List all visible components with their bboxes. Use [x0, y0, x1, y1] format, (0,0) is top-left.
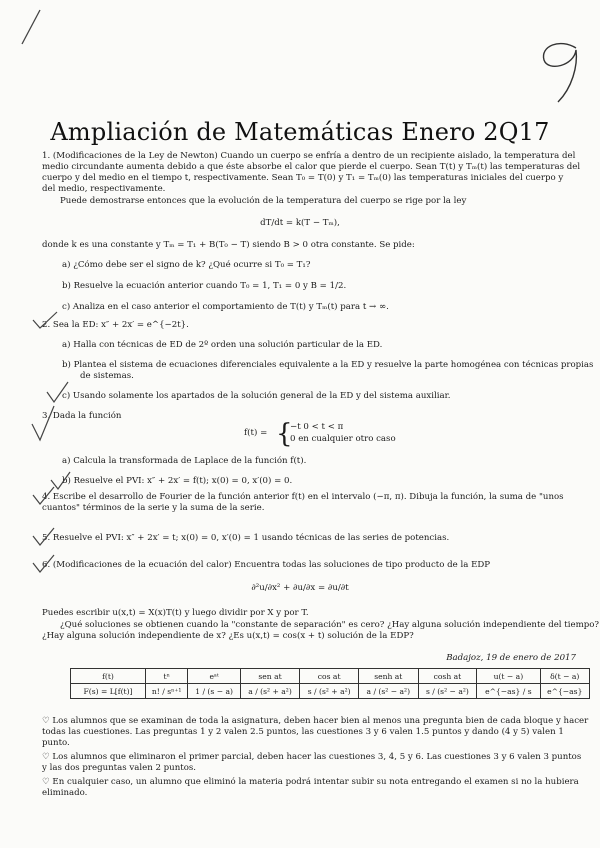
- p5-line1: 5. Resuelve el PVI: x″ + 2x′ = t; x(0) = 0, x′(0) = 1 usando técnicas de las series de potencias.: [42, 533, 450, 543]
- note1-line3: punto.: [42, 738, 70, 748]
- grade-text: 9: [530, 36, 531, 37]
- p3-lhs: f(t) =: [244, 428, 268, 438]
- table-cell: eᵃᵗ: [188, 669, 240, 684]
- p2-item-b1: b) Plantea el sistema de ecuaciones diferenciales equivalente a la ED y resuelve la parte homogénea con técnicas propias: [62, 360, 594, 370]
- table-cell: tⁿ: [146, 669, 188, 684]
- exam-date: Badajoz, 19 de enero de 2017: [446, 653, 576, 663]
- p1-line5: Puede demostrarse entonces que la evolución de la temperatura del cuerpo se rige por la ley: [60, 196, 467, 206]
- p3-line1: 3. Dada la función: [42, 411, 122, 421]
- p6-equation: ∂²u/∂x² + ∂u/∂x = ∂u/∂t: [251, 583, 349, 593]
- p4-line1: 4. Escribe el desarrollo de Fourier de la función anterior f(t) en el intervalo (−π, π). Dibuja la función, la suma de "unos: [42, 492, 564, 502]
- p2-line1: 2. Sea la ED: x″ + 2x′ = e^{−2t}.: [42, 320, 189, 330]
- table-cell: 1 / (s − a): [188, 684, 240, 699]
- note1-line2: todas las cuestiones. Las preguntas 1 y 2 valen 2.5 puntos, las cuestiones 3 y 6 valen 1.5 puntos y dando (4 y 5) valen 1: [42, 727, 564, 737]
- checkmark-icon: [30, 485, 56, 507]
- table-cell: s / (s² − a²): [418, 684, 477, 699]
- checkmark-icon: [30, 310, 60, 332]
- p4-line2: cuantos" términos de la serie y la suma de la serie.: [42, 503, 265, 513]
- pen-stroke-mark: [18, 8, 48, 48]
- table-cell: s / (s² + a²): [300, 684, 359, 699]
- p6-line1: 6. (Modificaciones de la ecuación del calor) Encuentra todas las soluciones de tipo producto de la EDP: [42, 560, 491, 570]
- table-cell: a / (s² + a²): [240, 684, 300, 699]
- checkmark-icon: [28, 404, 56, 444]
- p6-line3: ¿Qué soluciones se obtienen cuando la "constante de separación" es cero? ¿Hay alguna solución independiente del tiempo?: [60, 620, 600, 630]
- piecewise-brace: {: [276, 419, 293, 449]
- checkmark-icon: [30, 526, 56, 548]
- p1-line2: medio circundante aumenta debido a que éste absorbe el calor que pierde el cuerpo. Sean T(t) y Tₘ(t) las temperaturas del: [42, 162, 581, 172]
- table-row: [71, 684, 590, 699]
- p1-line6: donde k es una constante y Tₘ = T₁ + B(T₀ − T) siendo B > 0 otra constante. Se pide:: [42, 240, 415, 250]
- p1-item-a: a) ¿Cómo debe ser el signo de k? ¿Qué ocurre si T₀ = T₁?: [62, 260, 311, 270]
- p6-line4: ¿Hay alguna solución independiente de x? ¿Es u(x,t) = cos(x + t) solución de la EDP?: [42, 631, 414, 641]
- p3-item-a: a) Calcula la transformada de Laplace de la función f(t).: [62, 456, 307, 466]
- p1-equation: dT/dt = k(T − Tₘ),: [260, 218, 340, 228]
- p2-item-b2: de sistemas.: [80, 371, 134, 381]
- note3-line1: ♡ En cualquier caso, un alumno que eliminó la materia podrá intentar subir su nota entregando el examen si no la hubiera: [42, 777, 579, 787]
- checkmark-icon: [30, 553, 56, 575]
- p1-line1: 1. (Modificaciones de la Ley de Newton) Cuando un cuerpo se enfría a dentro de un recipiente aislado, la temperatura del: [42, 151, 576, 161]
- p1-line4: del medio, respectivamente.: [42, 184, 166, 194]
- table-cell: senh at: [359, 669, 419, 684]
- table-cell: a / (s² − a²): [359, 684, 419, 699]
- table-cell: f(t): [71, 669, 146, 684]
- note3-line2: eliminado.: [42, 788, 88, 798]
- p2-item-c: c) Usando solamente los apartados de la solución general de la ED y del sistema auxiliar.: [62, 391, 451, 401]
- p2-item-a: a) Halla con técnicas de ED de 2º orden una solución particular de la ED.: [62, 340, 383, 350]
- handwritten-grade-9: [530, 36, 590, 106]
- table-cell: e^{−as} / s: [477, 684, 540, 699]
- p6-line2: Puedes escribir u(x,t) = X(x)T(t) y luego dividir por X y por T.: [42, 608, 309, 618]
- checkmark-icon: [44, 380, 70, 406]
- p3-item-b: b) Resuelve el PVI: x″ + 2x′ = f(t); x(0) = 0, x′(0) = 0.: [62, 476, 293, 486]
- table-cell: sen at: [240, 669, 300, 684]
- p3-case1: −t 0 < t < π: [290, 422, 344, 432]
- laplace-table: [70, 668, 590, 699]
- table-cell: cosh at: [418, 669, 477, 684]
- page-title: Ampliación de Matemáticas Enero 2Q17: [50, 118, 550, 146]
- table-cell: F(s) = L[f(t)]: [71, 684, 146, 699]
- table-cell: δ(t − a): [540, 669, 590, 684]
- table-cell: cos at: [300, 669, 359, 684]
- note2-line1: ♡ Los alumnos que eliminaron el primer parcial, deben hacer las cuestiones 3, 4, 5 y 6. Las cuestiones 3 y 6 valen 3 puntos: [42, 752, 582, 762]
- table-row: [71, 669, 590, 684]
- p1-item-b: b) Resuelve la ecuación anterior cuando T₀ = 1, T₁ = 0 y B = 1/2.: [62, 281, 347, 291]
- p3-case2: 0 en cualquier otro caso: [290, 434, 396, 444]
- table-cell: n! / sⁿ⁺¹: [146, 684, 188, 699]
- p1-line3: cuerpo y del medio en el tiempo t, respectivamente. Sean T₀ = T(0) y T₁ = Tₘ(0) las temperaturas iniciales del cuerpo y: [42, 173, 564, 183]
- table-cell: u(t − a): [477, 669, 540, 684]
- note2-line2: y las dos preguntas valen 2 puntos.: [42, 763, 197, 773]
- table-cell: e^{−as}: [540, 684, 590, 699]
- note1-line1: ♡ Los alumnos que se examinan de toda la asignatura, deben hacer bien al menos una pregunta bien de cada bloque y hacer: [42, 716, 589, 726]
- p1-item-c: c) Analiza en el caso anterior el comportamiento de T(t) y Tₘ(t) para t → ∞.: [62, 302, 389, 312]
